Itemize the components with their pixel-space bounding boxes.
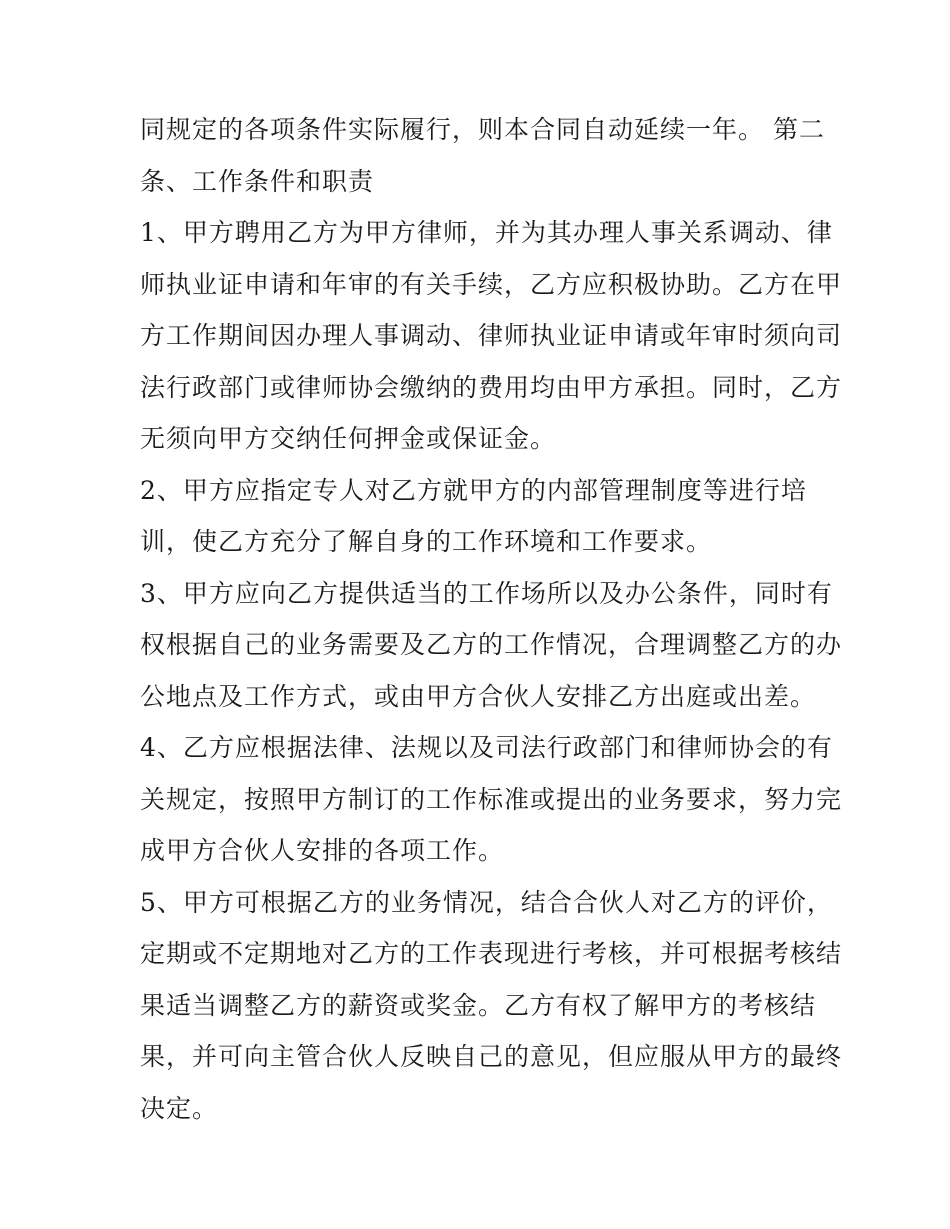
- text-line: 果，并可向主管合伙人反映自己的意见，但应服从甲方的最终: [140, 1042, 843, 1071]
- text-line: 同规定的各项条件实际履行，则本合同自动延续一年。 第二: [140, 115, 825, 144]
- text-line: 5、甲方可根据乙方的业务情况，结合合伙人对乙方的评价，: [140, 887, 833, 917]
- text-line: 方工作期间因办理人事调动、律师执业证申请或年审时须向司: [140, 321, 843, 350]
- text-line: 权根据自己的业务需要及乙方的工作情况，合理调整乙方的办: [140, 630, 843, 659]
- text-line: 决定。: [140, 1093, 219, 1123]
- text-line: 公地点及工作方式，或由甲方合伙人安排乙方出庭或出差。: [140, 681, 817, 711]
- text-line: 训，使乙方充分了解自身的工作环境和工作要求。: [140, 527, 713, 556]
- text-line: 师执业证申请和年审的有关手续，乙方应积极协助。乙方在甲: [140, 269, 843, 299]
- text-line: 果适当调整乙方的薪资或奖金。乙方有权了解甲方的考核结: [140, 990, 817, 1020]
- document-body: [140, 104, 843, 1134]
- text-line: 3、甲方应向乙方提供适当的工作场所以及办公条件，同时有: [140, 578, 833, 608]
- text-line: 2、甲方应指定专人对乙方就甲方的内部管理制度等进行培: [140, 475, 807, 505]
- text-line: 无须向甲方交纳任何押金或保证金。: [140, 424, 557, 453]
- text-line: 1、甲方聘用乙方为甲方律师，并为其办理人事关系调动、律: [140, 218, 833, 247]
- text-line: 法行政部门或律师协会缴纳的费用均由甲方承担。同时，乙方: [140, 372, 843, 402]
- text-line: 4、乙方应根据法律、法规以及司法行政部门和律师协会的有: [140, 733, 833, 762]
- text-line: 关规定，按照甲方制订的工作标准或提出的业务要求，努力完: [140, 784, 843, 814]
- section-heading: 条、工作条件和职责: [140, 166, 375, 196]
- text-line: 成甲方合伙人安排的各项工作。: [140, 836, 505, 865]
- text-line: 定期或不定期地对乙方的工作表现进行考核，并可根据考核结: [140, 939, 843, 968]
